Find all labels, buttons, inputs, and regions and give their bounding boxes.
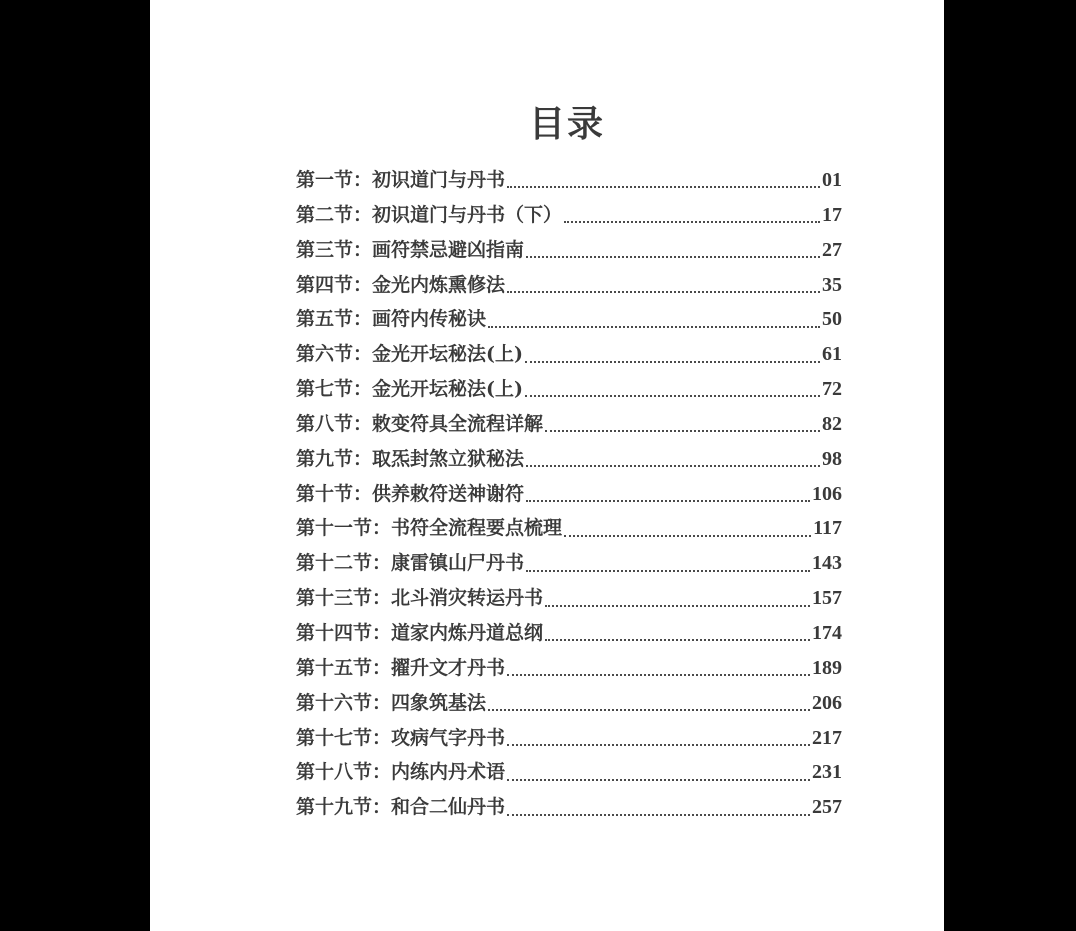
toc-section-number: 第十五节： [296,656,392,679]
toc-entry-title: 画符禁忌避凶指南 [372,238,525,261]
toc-entry[interactable] [296,444,842,479]
dot-leader [545,430,820,432]
toc-entry-title: 擢升文才丹书 [391,656,506,679]
dot-leader [564,221,820,223]
toc-page-number: 174 [812,621,842,644]
toc-entry-title: 北斗消灾转运丹书 [391,587,544,610]
toc-section-number: 第六节： [296,343,373,366]
dot-leader [507,674,810,676]
toc-section-number: 第十一节： [296,517,392,540]
dot-leader [507,779,810,781]
toc-entry[interactable] [296,270,842,305]
toc-page-number: 98 [822,447,842,470]
dot-leader [507,744,810,746]
toc-page-number: 117 [813,517,842,540]
dot-leader [488,709,810,711]
toc-entry[interactable] [296,339,842,374]
toc-section-number: 第一节： [296,169,373,191]
toc-entry[interactable] [296,409,842,444]
toc-entry-title: 金光开坛秘法(上) [372,378,523,401]
toc-entry-title: 供养敕符送神谢符 [372,482,525,505]
toc-entry-title: 初识道门与丹书（下） [372,203,563,226]
toc-entry[interactable] [296,723,842,758]
toc-entry-title: 书符全流程要点梳理 [391,517,563,540]
toc-section-number: 第十三节： [296,587,392,610]
toc-entry[interactable] [296,374,842,409]
toc-page-number: 50 [822,308,842,331]
toc-page-number: 217 [812,726,842,749]
toc-page-number: 206 [812,691,842,714]
toc-entry[interactable] [296,200,842,235]
toc-entry[interactable] [296,513,842,548]
toc-entry[interactable] [296,165,842,200]
toc-page-number: 01 [822,169,842,191]
toc-section-number: 第四节： [296,273,373,296]
toc-section-number: 第七节： [296,378,373,401]
toc-entry-title: 金光内炼熏修法 [372,273,506,296]
toc-section-number: 第二节： [296,203,373,226]
toc-entry[interactable] [296,304,842,339]
toc-page-number: 231 [812,761,842,784]
toc-entry[interactable] [296,548,842,583]
toc-section-number: 第十六节： [296,691,392,714]
toc-page-number: 143 [812,552,842,575]
toc-section-number: 第十节： [296,482,373,505]
toc-section-number: 第十九节： [296,796,392,819]
dot-leader [526,465,820,467]
toc-section-number: 第五节： [296,308,373,331]
toc-page-number: 61 [822,343,842,366]
toc-page-number: 17 [822,203,842,226]
dot-leader [525,395,820,397]
toc-entry-title: 敕变符具全流程详解 [372,412,544,435]
toc-entry-title: 康雷镇山尸丹书 [391,552,525,575]
toc-page-number: 72 [822,378,842,401]
toc-entry[interactable] [296,235,842,270]
toc-entry[interactable] [296,479,842,514]
toc-page-number: 35 [822,273,842,296]
toc-section-number: 第十二节： [296,552,392,575]
toc-page-number: 82 [822,412,842,435]
dot-leader [526,256,820,258]
toc-entry-title: 内练内丹术语 [391,761,506,784]
toc-entry[interactable] [296,688,842,723]
toc-entry-title: 和合二仙丹书 [391,796,506,819]
dot-leader [507,291,820,293]
toc-entry-title: 画符内传秘诀 [372,308,487,331]
dot-leader [525,361,820,363]
dot-leader [545,639,810,641]
table-of-contents [296,165,842,827]
toc-entry[interactable] [296,792,842,827]
toc-page-number: 257 [812,796,842,819]
toc-section-number: 第十七节： [296,726,392,749]
toc-section-number: 第十四节： [296,621,392,644]
toc-entry-title: 取炁封煞立狱秘法 [372,447,525,470]
dot-leader [526,570,810,572]
toc-entry[interactable] [296,618,842,653]
toc-entry-title: 初识道门与丹书 [372,169,506,191]
page-title: 目录 [528,103,605,145]
toc-entry-title: 道家内炼丹道总纲 [391,621,544,644]
dot-leader [488,326,820,328]
toc-section-number: 第十八节： [296,761,392,784]
toc-section-number: 第九节： [296,447,373,470]
toc-page-number: 27 [822,238,842,261]
dot-leader [564,535,811,537]
toc-entry-title: 四象筑基法 [391,691,487,714]
toc-entry[interactable] [296,653,842,688]
dot-leader [507,814,810,816]
document-page [150,0,944,931]
toc-page-number: 106 [812,482,842,505]
toc-entry-title: 金光开坛秘法(上) [372,343,523,366]
dot-leader [545,605,810,607]
toc-page-number: 157 [812,587,842,610]
toc-page-number: 189 [812,656,842,679]
toc-section-number: 第八节： [296,412,373,435]
toc-section-number: 第三节： [296,238,373,261]
toc-entry-title: 攻病气字丹书 [391,726,506,749]
dot-leader [507,186,820,188]
toc-entry[interactable] [296,583,842,618]
dot-leader [526,500,810,502]
toc-entry[interactable] [296,757,842,792]
